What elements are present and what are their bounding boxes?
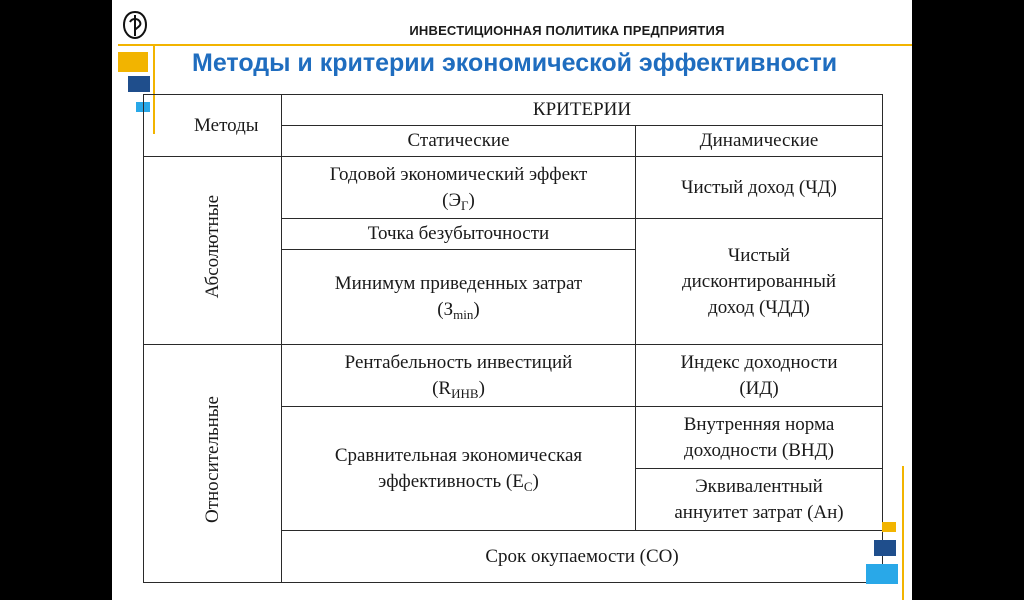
relative-label-cell — [144, 345, 282, 583]
decor-square-yellow-br — [882, 522, 896, 532]
absolute-label-cell — [144, 157, 282, 345]
decor-square-yellow — [118, 52, 148, 72]
header-divider — [118, 44, 912, 46]
static-header: Статические — [282, 126, 636, 157]
decor-square-darkblue-br — [874, 540, 896, 556]
irr-cell: Внутренняя норма доходности (ВНД) — [636, 407, 883, 469]
annual-effect-cell: Годовой экономический эффект $(Э_Г)$ — [282, 157, 636, 219]
dynamic-header: Динамические — [636, 126, 883, 157]
payback-cell: Срок окупаемости (СО) — [282, 531, 883, 583]
relative-label: Относительные — [201, 395, 223, 524]
roi-cell: Рентабельность инвестиций $(R_{ИНВ})$ — [282, 345, 636, 407]
profit-index-cell: Индекс доходности (ИД) — [636, 345, 883, 407]
right-accent-line — [902, 466, 904, 600]
decor-square-darkblue — [128, 76, 150, 92]
annuity-cell: Эквивалентный аннуитет затрат (Ан) — [636, 469, 883, 531]
methods-header: Методы — [144, 95, 282, 157]
decor-square-lightblue-br — [866, 564, 898, 584]
break-even-cell: Точка безубыточности — [282, 219, 636, 250]
comparative-efficiency-cell: Сравнительная экономическая эффективность $(Е_С)$ — [282, 407, 636, 531]
header-subtitle: ИНВЕСТИЦИОННАЯ ПОЛИТИКА ПРЕДПРИЯТИЯ — [409, 23, 725, 38]
criteria-header: КРИТЕРИИ — [282, 95, 883, 126]
net-income-cell: Чистый доход (ЧД) — [636, 157, 883, 219]
criteria-table — [143, 94, 883, 583]
slide — [112, 0, 912, 600]
min-costs-cell: Минимум приведенных затрат $(З_{min})$ — [282, 250, 636, 345]
page-title: Методы и критерии экономической эффективности — [192, 49, 838, 77]
npv-cell: Чистый дисконтированный доход (ЧДД) — [636, 219, 883, 345]
absolute-label: Абсолютные — [201, 194, 223, 299]
